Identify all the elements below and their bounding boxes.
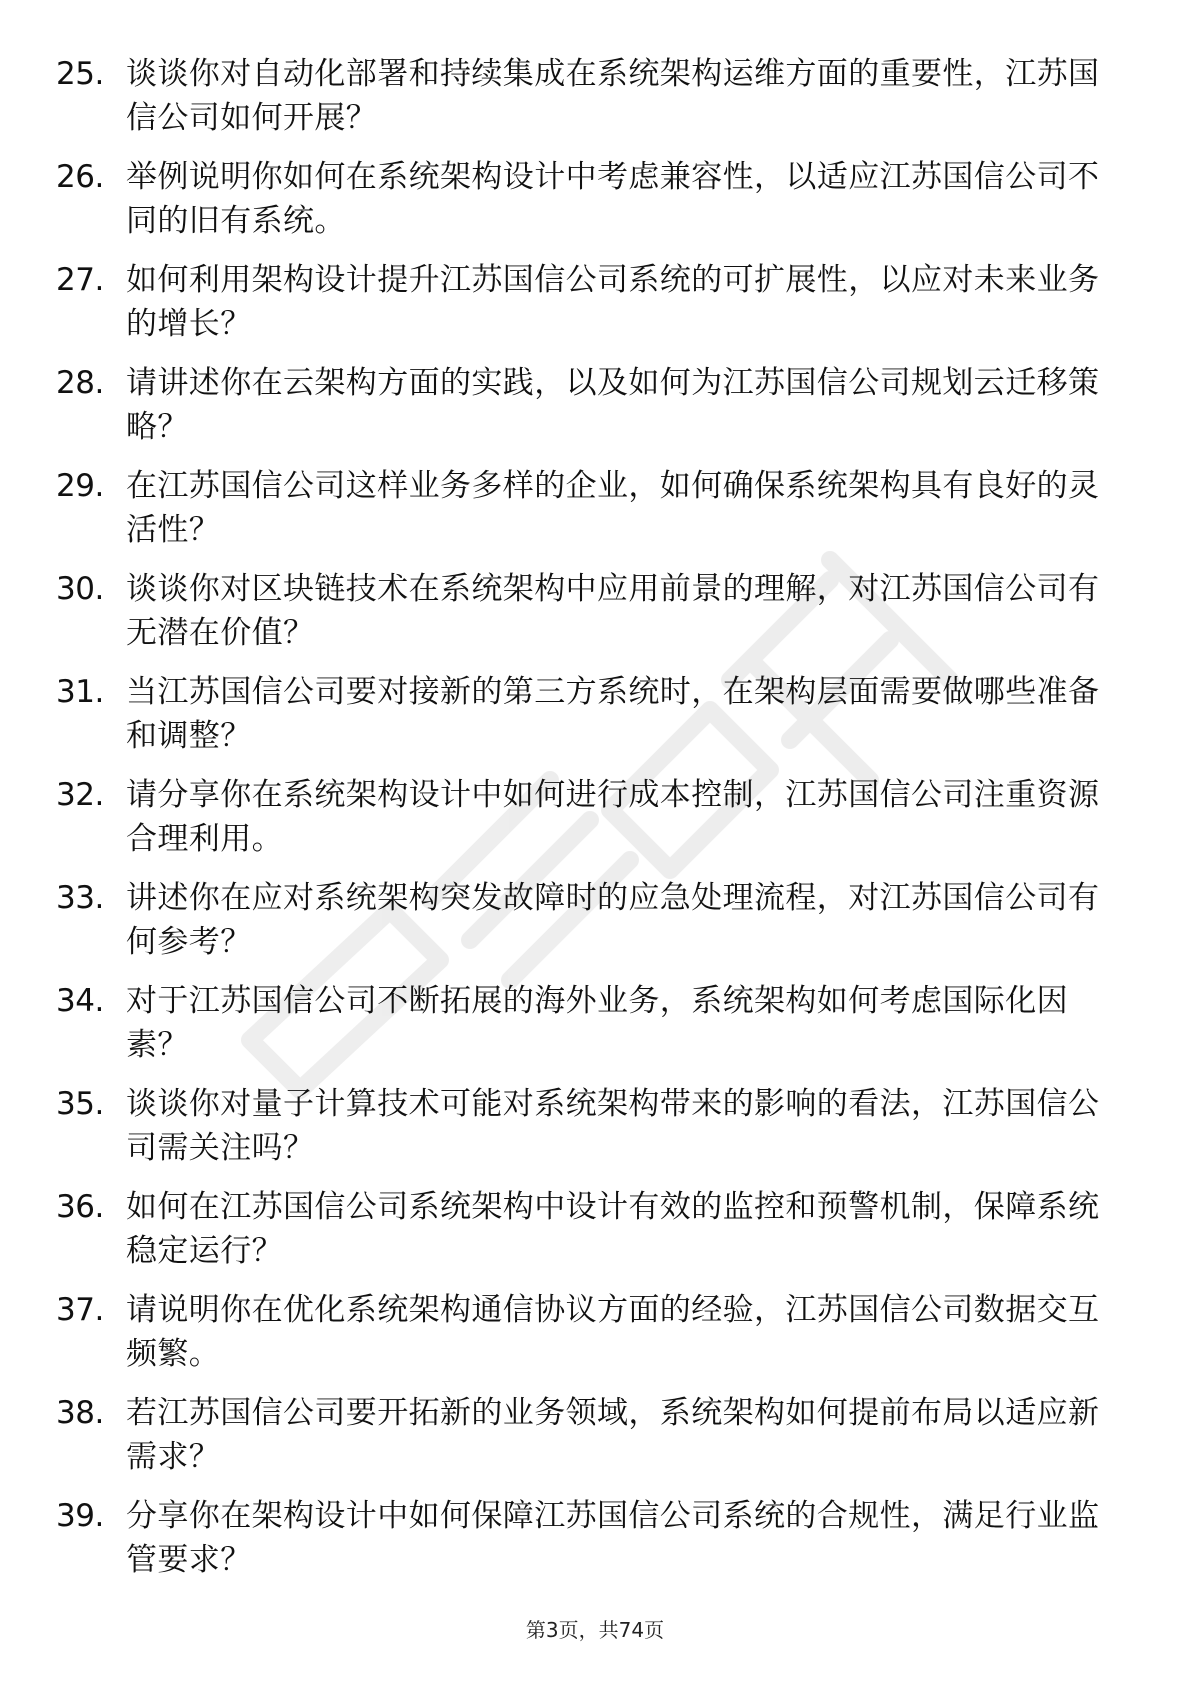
question-text: 当江苏国信公司要对接新的第三方系统时，在架构层面需要做哪些准备和调整？ [126,674,1100,754]
question-text: 谈谈你对量子计算技术可能对系统架构带来的影响的看法，江苏国信公司需关注吗？ [126,1086,1100,1166]
page-footer [0,1616,1190,1644]
question-number: 32. [56,777,104,813]
question-text: 请讲述你在云架构方面的实践，以及如何为江苏国信公司规划云迁移策略？ [126,365,1100,445]
question-item [0,258,1190,361]
question-item [0,52,1190,155]
question-item [0,155,1190,258]
question-list [0,52,1190,1597]
question-text: 谈谈你对区块链技术在系统架构中应用前景的理解，对江苏国信公司有无潜在价值？ [126,571,1100,651]
question-text: 举例说明你如何在系统架构设计中考虑兼容性，以适应江苏国信公司不同的旧有系统。 [126,159,1100,239]
question-number: 31. [56,674,104,710]
question-item [0,361,1190,464]
question-text: 在江苏国信公司这样业务多样的企业，如何确保系统架构具有良好的灵活性？ [126,468,1100,548]
question-item [0,670,1190,773]
question-number: 25. [56,56,104,92]
question-item [0,567,1190,670]
question-number: 28. [56,365,104,401]
question-item [0,464,1190,567]
question-item [0,773,1190,876]
question-text: 如何在江苏国信公司系统架构中设计有效的监控和预警机制，保障系统稳定运行？ [126,1189,1100,1269]
question-text: 若江苏国信公司要开拓新的业务领域，系统架构如何提前布局以适应新需求？ [126,1395,1100,1475]
question-item [0,876,1190,979]
question-number: 27. [56,262,104,298]
question-text: 请说明你在优化系统架构通信协议方面的经验，江苏国信公司数据交互频繁。 [126,1292,1100,1372]
question-number: 33. [56,880,104,916]
question-text: 讲述你在应对系统架构突发故障时的应急处理流程，对江苏国信公司有何参考？ [126,880,1100,960]
question-item [0,1082,1190,1185]
page-number-label: 第3页，共74页 [525,1618,665,1642]
question-number: 37. [56,1292,104,1328]
question-text: 分享你在架构设计中如何保障江苏国信公司系统的合规性，满足行业监管要求？ [126,1498,1100,1578]
question-number: 29. [56,468,104,504]
question-item [0,979,1190,1082]
question-number: 39. [56,1498,104,1534]
question-text: 对于江苏国信公司不断拓展的海外业务，系统架构如何考虑国际化因素？ [126,983,1068,1063]
question-number: 36. [56,1189,104,1225]
question-number: 26. [56,159,104,195]
question-number: 35. [56,1086,104,1122]
question-number: 34. [56,983,104,1019]
question-item [0,1185,1190,1288]
question-text: 如何利用架构设计提升江苏国信公司系统的可扩展性，以应对未来业务的增长？ [126,262,1100,342]
question-number: 30. [56,571,104,607]
question-number: 38. [56,1395,104,1431]
question-item [0,1288,1190,1391]
question-item [0,1391,1190,1494]
question-text: 谈谈你对自动化部署和持续集成在系统架构运维方面的重要性，江苏国信公司如何开展？ [126,56,1100,136]
question-item [0,1494,1190,1597]
question-text: 请分享你在系统架构设计中如何进行成本控制，江苏国信公司注重资源合理利用。 [126,777,1100,857]
